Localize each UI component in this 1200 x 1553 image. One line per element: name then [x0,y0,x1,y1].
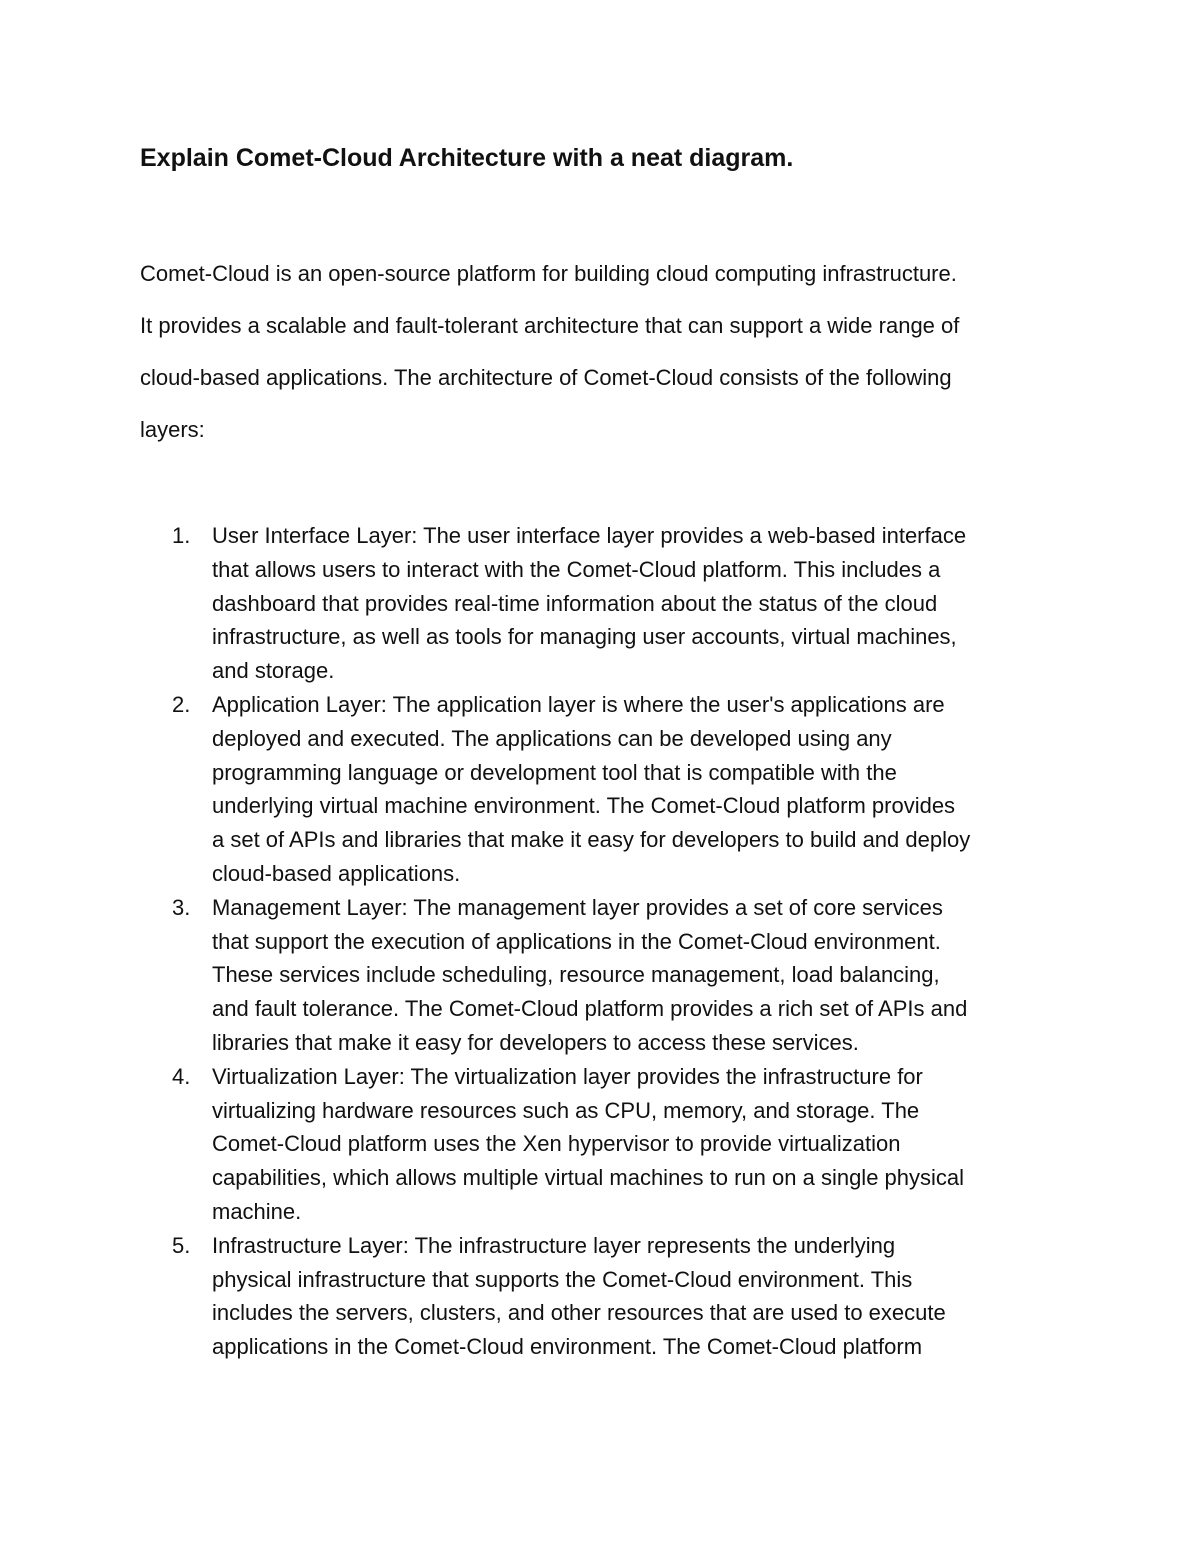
list-number: 2. [172,691,191,717]
list-number: 4. [172,1063,191,1089]
list-item-line: Comet-Cloud platform uses the Xen hypervisor to provide virtualization [212,1131,901,1157]
intro-line: cloud-based applications. The architecture of Comet-Cloud consists of the following [140,365,952,390]
list-number: 1. [172,523,191,548]
list-item-line: applications in the Comet-Cloud environment. The Comet-Cloud platform [212,1334,923,1360]
list-item-line: and fault tolerance. The Comet-Cloud platform provides a rich set of APIs and [212,996,968,1022]
list-number: 5. [172,1232,191,1258]
list-item-line: Infrastructure Layer: The infrastructure layer represents the underlying [212,1232,896,1258]
intro-line: layers: [140,417,205,442]
document-title: Explain Comet-Cloud Architecture with a neat diagram. [140,144,794,172]
list-item-line: libraries that make it easy for developers to access these services. [212,1029,859,1055]
list-item-user-interface-layer [150,519,1080,688]
list-item-line: capabilities, which allows multiple virtual machines to run on a single physical [212,1165,965,1191]
list-item-line: Application Layer: The application layer is where the user's applications are [212,691,945,717]
list-item-line: machine. [212,1198,302,1224]
list-item-infrastructure-layer [150,1229,1080,1364]
list-item-line: deployed and executed. The applications can be developed using any [212,725,892,751]
list-item-line: infrastructure, as well as tools for managing user accounts, virtual machines, [212,624,957,650]
list-number: 3. [172,894,191,920]
list-item-text [212,1229,1080,1364]
list-item-line: Virtualization Layer: The virtualization layer provides the infrastructure for [212,1063,923,1089]
list-item-line: Management Layer: The management layer provides a set of core services [212,894,943,920]
list-item-text [212,688,1080,891]
intro-line: Comet-Cloud is an open-source platform for building cloud computing infrastructure. [140,261,957,286]
list-item-management-layer [150,891,1080,1060]
list-item-line: and storage. [212,658,335,684]
list-item-line: that allows users to interact with the Comet-Cloud platform. This includes a [212,556,941,582]
intro-paragraph [140,248,1080,456]
list-item-line: User Interface Layer: The user interface layer provides a web-based interface [212,523,967,548]
list-item-text [212,1060,1080,1229]
list-item-text [212,891,1080,1060]
list-item-virtualization-layer [150,1060,1080,1229]
list-item-line: virtualizing hardware resources such as CPU, memory, and storage. The [212,1097,920,1123]
list-item-application-layer [150,688,1080,891]
list-item-line: cloud-based applications. [212,860,461,886]
list-item-line: physical infrastructure that supports the Comet-Cloud environment. This [212,1266,913,1292]
list-item-line: programming language or development tool that is compatible with the [212,759,897,785]
list-item-line: underlying virtual machine environment. The Comet-Cloud platform provides [212,793,956,819]
intro-line: It provides a scalable and fault-tolerant architecture that can support a wide range of [140,313,960,338]
list-item-text [212,519,1080,688]
list-item-line: includes the servers, clusters, and other resources that are used to execute [212,1300,946,1326]
list-item-line: These services include scheduling, resource management, load balancing, [212,962,940,988]
list-item-line: a set of APIs and libraries that make it easy for developers to build and deploy [212,827,971,853]
list-item-line: dashboard that provides real-time information about the status of the cloud [212,590,938,616]
list-item-line: that support the execution of applications in the Comet-Cloud environment. [212,928,941,954]
layer-list [150,519,1080,1364]
